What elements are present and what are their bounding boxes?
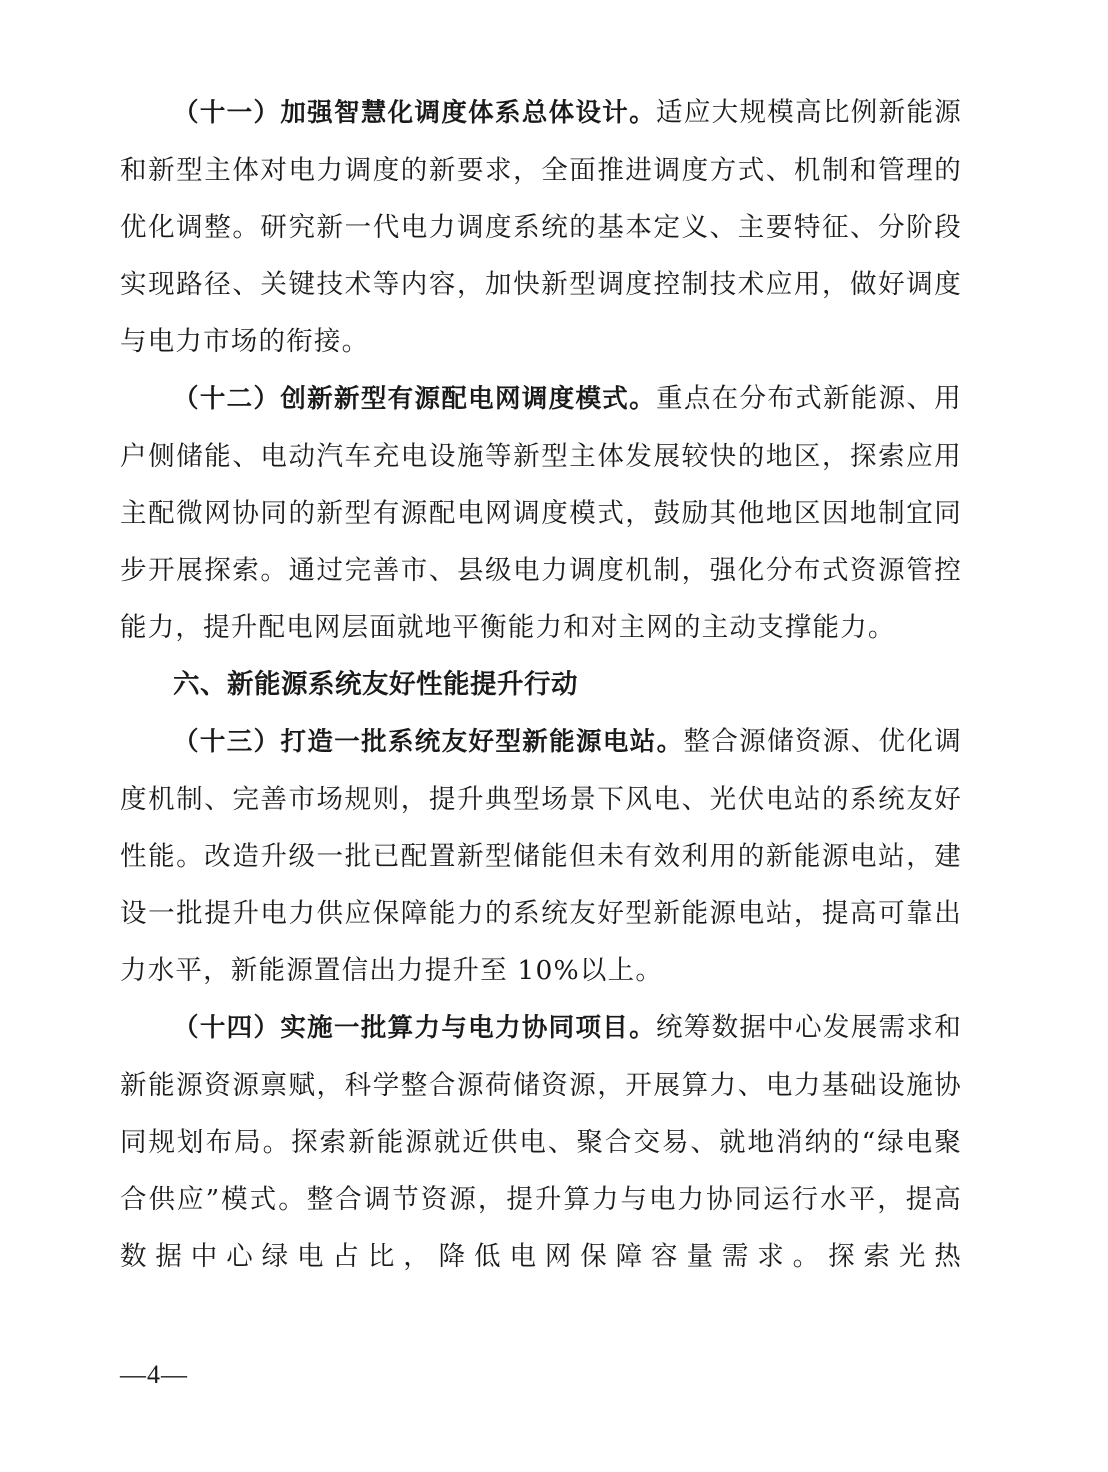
- page-number: —4—: [120, 1360, 188, 1389]
- paragraph-13: [120, 713, 962, 999]
- section-heading-6: 六、新能源系统友好性能提升行动: [173, 669, 578, 700]
- paragraph-12-text: 重点在分布式新能源、用户侧储能、电动汽车充电设施等新型主体发展较快的地区，探索应用主配微网协同的新型有源配电网调度模式，鼓励其他地区因地制宜同步开展探索。通过完善市、县级电力调度机制，强化分布式资源管控能力，提升配电网层面就地平衡能力和对主网的主动支撑能力。: [120, 383, 963, 643]
- paragraph-14-text: 统筹数据中心发展需求和新能源资源禀赋，科学整合源荷储资源，开展算力、电力基础设施协同规划布局。探索新能源就近供电、聚合交易、就地消纳的“绿电聚合供应”模式。整合调节资源，提升算力与电力协同运行水平，提高数据中心绿电占比，降低电网保障容量需求。探索光热: [120, 1012, 963, 1272]
- paragraph-14-heading: （十四）实施一批算力与电力协同项目。: [173, 1013, 656, 1043]
- paragraph-12-heading: （十二）创新新型有源配电网调度模式。: [173, 384, 656, 414]
- paragraph-12: [120, 370, 962, 656]
- paragraph-13-heading: （十三）打造一批系统友好型新能源电站。: [173, 727, 684, 757]
- document-body: [120, 84, 962, 1285]
- paragraph-11-text: 适应大规模高比例新能源和新型主体对电力调度的新要求，全面推进调度方式、机制和管理的优化调整。研究新一代电力调度系统的基本定义、主要特征、分阶段实现路径、关键技术等内容，加快新型调度控制技术应用，做好调度与电力市场的衔接。: [120, 97, 963, 357]
- paragraph-14: [120, 999, 962, 1285]
- paragraph-11: [120, 84, 962, 370]
- paragraph-13-text: 整合源储资源、优化调度机制、完善市场规则，提升典型场景下风电、光伏电站的系统友好性能。改造升级一批已配置新型储能但未有效利用的新能源电站，建设一批提升电力供应保障能力的系统友好型新能源电站，提高可靠出力水平，新能源置信出力提升至 10%以上。: [120, 726, 962, 986]
- paragraph-11-heading: （十一）加强智慧化调度体系总体设计。: [173, 98, 656, 128]
